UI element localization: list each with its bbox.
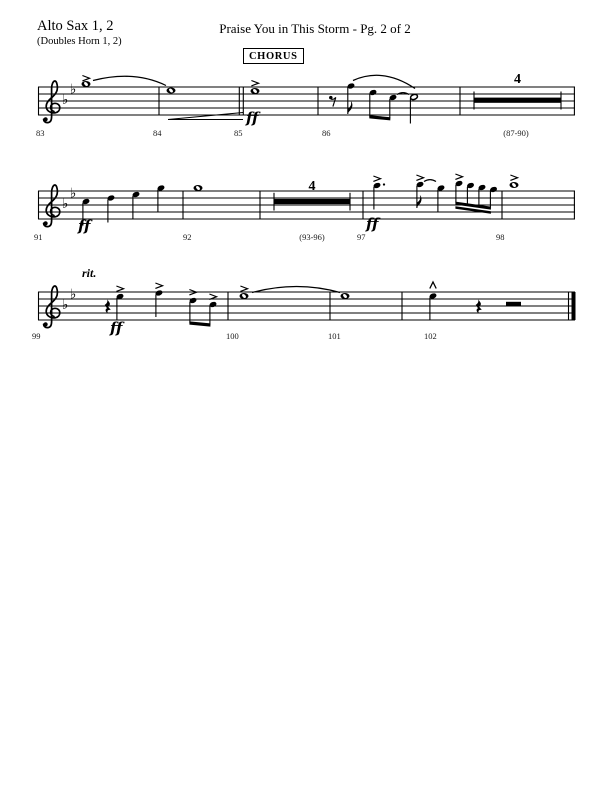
measure-100 [240,286,341,299]
measure-91 [77,184,165,235]
system-3 [32,266,576,341]
part-name: Alto Sax 1, 2 [37,18,114,34]
multirest-bar [474,98,561,103]
measure-number: 84 [153,128,162,138]
measure-number: 102 [424,331,437,341]
augmentation-dot [383,183,385,185]
measure-number: 86 [322,128,331,138]
measure-92 [194,185,203,191]
measure-85 [245,81,261,128]
key-signature-flat-icon: ♭ [62,297,69,313]
measure-102 [429,282,521,320]
measure-number: 97 [357,232,366,242]
slur [93,76,166,85]
measure-86 [329,75,418,123]
measure-number: 101 [328,331,341,341]
final-barline-thick [572,292,576,320]
crescendo-hairpin [168,113,243,120]
measure-number: 92 [183,232,192,242]
key-signature-flat-icon: ♭ [70,286,77,303]
measure-83 [82,76,167,88]
dynamic-ff: ff [246,109,259,127]
rehearsal-mark-chorus: CHORUS [243,48,304,64]
dynamic-ff: ff [110,319,123,337]
measure-98 [510,175,519,188]
multirest-count: 4 [514,72,521,87]
slur [353,75,415,88]
tie [424,180,436,182]
tempo-marking-rit: rit. [82,266,97,280]
part-doubling-note: (Doubles Horn 1, 2) [37,36,122,47]
multimeasure-rest-93-96 [274,179,350,211]
beam [369,115,390,120]
measure-number: 83 [36,128,45,138]
beam [189,321,210,326]
multirest-count: 4 [308,179,316,194]
system-2 [34,174,575,242]
multimeasure-rest-87-90 [474,72,561,110]
measure-99 [105,283,218,337]
measure-range: (93-96) [299,232,325,242]
dynamic-ff: ff [78,217,91,235]
measure-101 [341,293,350,299]
measure-number: 91 [34,232,43,242]
multirest-bar [274,199,350,204]
measure-number: 98 [496,232,505,242]
key-signature-flat-icon: ♭ [62,92,69,108]
measure-number: 100 [226,331,239,341]
page-title: Praise You in This Storm - Pg. 2 of 2 [219,21,411,36]
key-signature-flat-icon: ♭ [70,81,77,98]
measure-number: 85 [234,128,243,138]
half-rest-icon [506,302,521,306]
dynamic-ff: ff [366,215,379,233]
measure-range: (87-90) [503,128,529,138]
system-1 [36,72,575,138]
measure-97 [365,174,498,233]
measure-number: 99 [32,331,41,341]
key-signature-flat-icon: ♭ [70,185,77,202]
key-signature-flat-icon: ♭ [62,196,69,212]
